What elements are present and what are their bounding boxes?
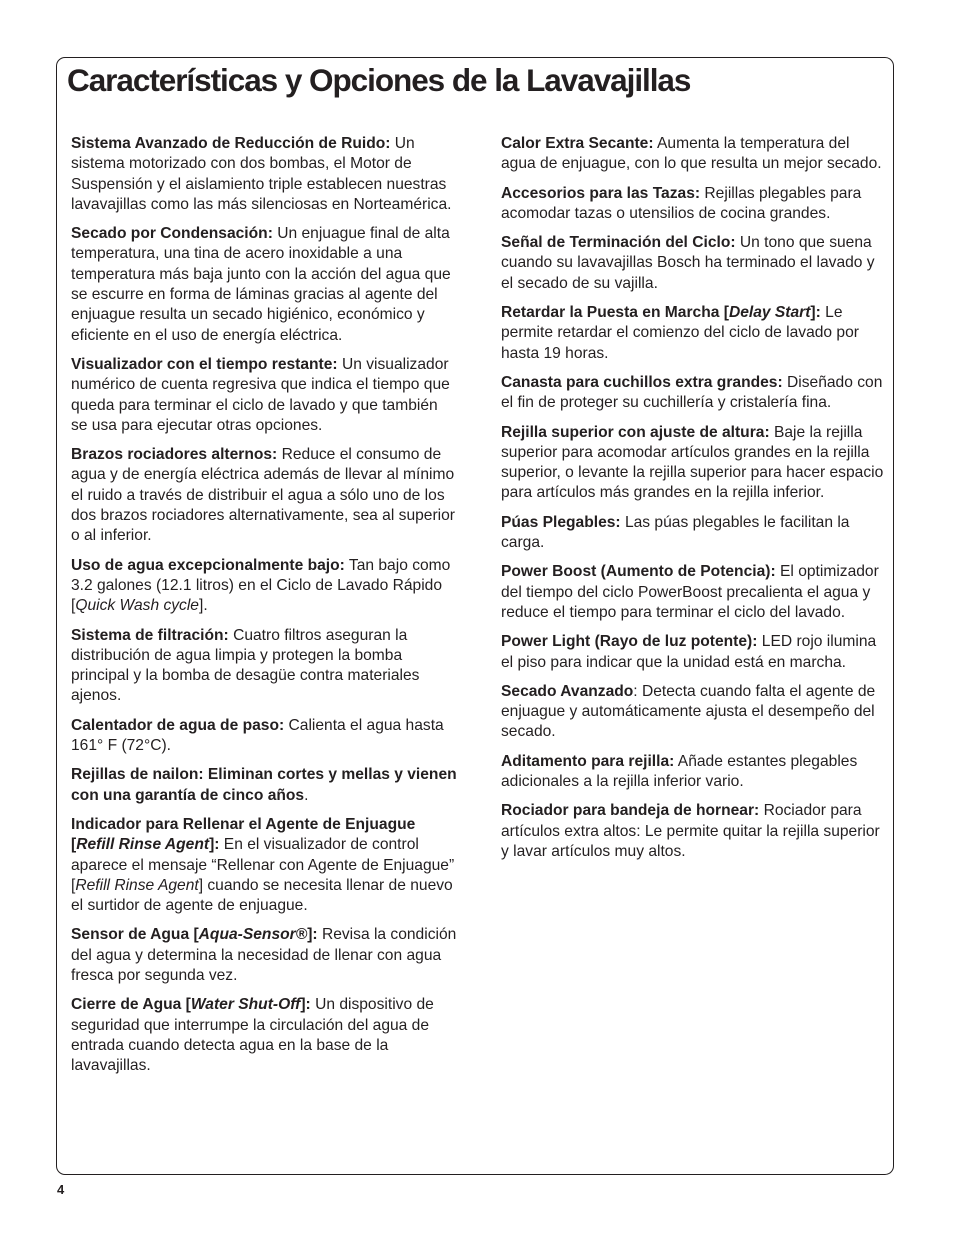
feature-description: Baje la rejilla superior para acomodar artículos grandes en la rejilla superior, o levante la rejilla superior para hacer espacio para artículos más grandes en la rejilla inferior.	[501, 423, 884, 502]
feature-description: LED rojo ilumina el piso para indicar que la unidad está en marcha.	[501, 633, 877, 671]
feature-label	[501, 683, 633, 700]
feature-label	[71, 926, 318, 943]
feature-label-text: Power Light (Rayo de luz potente):	[501, 633, 758, 651]
feature-label-text: Sensor de Agua [	[71, 926, 199, 944]
feature-item	[71, 995, 457, 1076]
feature-label	[501, 135, 654, 152]
feature-description: Reduce el consumo de agua y de energía eléctrica además de llevar al mínimo el ruido a través de distribuir el agua a sólo uno de los dos brazos rociadores alternativamente, sea al superior o al inferior.	[71, 446, 455, 545]
feature-label-tail: ]:	[307, 926, 318, 944]
feature-label-text: Uso de agua excepcionalmente bajo:	[71, 556, 345, 574]
feature-label-text: Rejilla superior con ajuste de altura:	[501, 423, 770, 441]
feature-description: Diseñado con el fin de proteger su cuchillería y cristalería fina.	[501, 373, 883, 412]
feature-item	[71, 445, 457, 546]
feature-label	[71, 627, 229, 644]
feature-label	[501, 514, 621, 531]
right-column	[501, 134, 885, 871]
feature-description: Las púas plegables le facilitan la carga.	[501, 513, 850, 552]
feature-item	[501, 233, 885, 294]
feature-item	[501, 184, 885, 225]
feature-item	[501, 373, 885, 414]
feature-label-text: Secado por Condensación:	[71, 225, 273, 243]
feature-label	[501, 185, 700, 202]
feature-item	[71, 626, 457, 707]
feature-label	[71, 717, 284, 734]
feature-item	[71, 716, 457, 757]
feature-label-text: Secado Avanzado	[501, 682, 634, 700]
feature-label-tail: ]:	[810, 304, 821, 322]
feature-label	[71, 557, 345, 574]
feature-description: Un enjuague final de alta temperatura, una tina de acero inoxidable a una temperatura más baja junto con la acción del agua que se escurre en forma de láminas gracias al agente del enjuague resulta un secado higiénico, económico y eficiente en el uso de energía eléctrica.	[71, 225, 451, 344]
feature-label-text: Canasta para cuchillos extra grandes:	[501, 373, 783, 391]
feature-description-tail: ].	[198, 597, 208, 615]
feature-label-text: Power Boost (Aumento de Potencia):	[501, 563, 776, 581]
feature-label-text: Rejillas de nailon: Eliminan cortes y mellas y vienen con una garantía de cinco años	[71, 766, 457, 804]
feature-label	[501, 633, 757, 650]
feature-label-text: Sistema Avanzado de Reducción de Ruido:	[71, 135, 391, 152]
feature-description: .	[304, 786, 309, 804]
feature-description: Un visualizador numérico de cuenta regresiva que indica el tiempo que queda para terminar el ciclo de lavado y que también se usa para ejecutar otras opciones.	[71, 355, 450, 434]
feature-description: Rejillas plegables para acomodar tazas o utensilios de cocina grandes.	[501, 184, 862, 222]
feature-description: Le permite retardar el comienzo del ciclo de lavado por hasta 19 horas.	[501, 304, 859, 362]
feature-label	[501, 234, 736, 251]
feature-description: Aumenta la temperatura del agua de enjuague, con lo que resulta un mejor secado.	[501, 135, 882, 173]
feature-label-text: Señal de Terminación del Ciclo:	[501, 234, 736, 252]
feature-label	[501, 374, 783, 391]
page-title: Características y Opciones de la Lavavajillas	[67, 62, 691, 98]
feature-label-text: Púas Plegables:	[501, 513, 621, 531]
feature-item	[501, 303, 885, 364]
feature-item	[71, 355, 457, 436]
feature-description: Tan bajo como 3.2 galones (12.1 litros) en el Ciclo de Lavado Rápido [	[71, 556, 451, 615]
feature-item	[71, 224, 457, 346]
page-number: 4	[57, 1182, 65, 1197]
feature-label-text: Accesorios para las Tazas:	[501, 184, 701, 202]
feature-label-text: Aditamento para rejilla:	[501, 752, 675, 770]
feature-italic-term: Refill Rinse Agent	[75, 876, 199, 894]
feature-description-tail: ] cuando se necesita llenar de nuevo el surtidor de agente de enjuague.	[71, 876, 453, 915]
feature-description: Añade estantes plegables adicionales a la rejilla inferior vario.	[501, 752, 858, 791]
feature-label-text: Visualizador con el tiempo restante:	[71, 355, 338, 373]
feature-label-text: Retardar la Puesta en Marcha [	[501, 304, 729, 322]
feature-label	[71, 225, 273, 242]
feature-label-text: Rociador para bandeja de hornear:	[501, 802, 760, 820]
feature-item	[501, 423, 885, 504]
feature-item	[71, 765, 457, 806]
feature-italic-term: Quick Wash cycle	[75, 597, 199, 615]
feature-label-text: Calentador de agua de paso:	[71, 716, 285, 734]
feature-description: Un sistema motorizado con dos bombas, el Motor de Suspensión y el aislamiento triple establecen nuestras lavavajillas como las más silenciosas en Norteamérica.	[71, 135, 452, 213]
feature-description: Cuatro filtros aseguran la distribución de agua limpia y protegen la bomba principal y la bomba de desagüe contra materiales ajenos.	[71, 626, 420, 705]
feature-description: Calienta el agua hasta 161° F (72°C).	[71, 716, 444, 755]
feature-item	[71, 815, 457, 916]
feature-item	[501, 801, 885, 862]
feature-item	[71, 134, 457, 215]
feature-label-italic: Water Shut-Off	[190, 996, 301, 1014]
feature-item	[501, 682, 885, 743]
feature-description: En el visualizador de control aparece el mensaje “Rellenar con Agente de Enjuague” [	[71, 836, 455, 894]
left-column	[71, 134, 457, 1085]
feature-label	[501, 424, 770, 441]
feature-label-text: Sistema de filtración:	[71, 626, 229, 644]
feature-item	[501, 513, 885, 554]
feature-label	[71, 996, 311, 1013]
feature-label	[501, 802, 759, 819]
feature-label-tail: ]:	[209, 836, 220, 854]
feature-label	[71, 356, 338, 373]
feature-label-text: Cierre de Agua [	[71, 996, 191, 1014]
feature-label	[501, 563, 776, 580]
feature-description: El optimizador del tiempo del ciclo PowerBoost precalienta el agua y reduce el tiempo para terminar el ciclo del lavado.	[501, 563, 879, 621]
feature-description: Un dispositivo de seguridad que interrumpe la circulación del agua de entrada cuando detecta agua en la base de la lavavajillas.	[71, 996, 434, 1075]
feature-label	[71, 766, 457, 803]
feature-label	[501, 304, 821, 321]
feature-label-text: Indicador para Rellenar el Agente de Enjuague [	[71, 815, 416, 854]
feature-label	[501, 753, 674, 770]
feature-label-italic: Refill Rinse Agent	[76, 836, 210, 854]
feature-label-italic: Delay Start	[728, 304, 811, 322]
feature-description: Rociador para artículos extra altos: Le permite quitar la rejilla superior y lavar artículos muy altos.	[501, 802, 880, 860]
feature-label-text: Brazos rociadores alternos:	[71, 446, 278, 464]
feature-label-text: Calor Extra Secante:	[501, 135, 654, 152]
feature-item	[71, 556, 457, 617]
feature-item	[71, 925, 457, 986]
feature-description: Un tono que suena cuando su lavavajillas Bosch ha terminado el lavado y el secado de su vajilla.	[501, 234, 875, 292]
feature-label	[71, 446, 277, 463]
feature-item	[501, 562, 885, 623]
feature-label-tail: ]:	[300, 996, 311, 1014]
feature-description: Revisa la condición del agua y determina la necesidad de llenar con agua fresca por segunda vez.	[71, 926, 457, 984]
feature-item	[501, 752, 885, 793]
feature-item	[501, 134, 885, 175]
feature-description: : Detecta cuando falta el agente de enjuague y automáticamente ajusta el desempeño del secado.	[501, 682, 876, 741]
feature-label-italic: Aqua-Sensor®	[198, 926, 308, 944]
feature-label	[71, 135, 390, 152]
feature-item	[501, 632, 885, 673]
